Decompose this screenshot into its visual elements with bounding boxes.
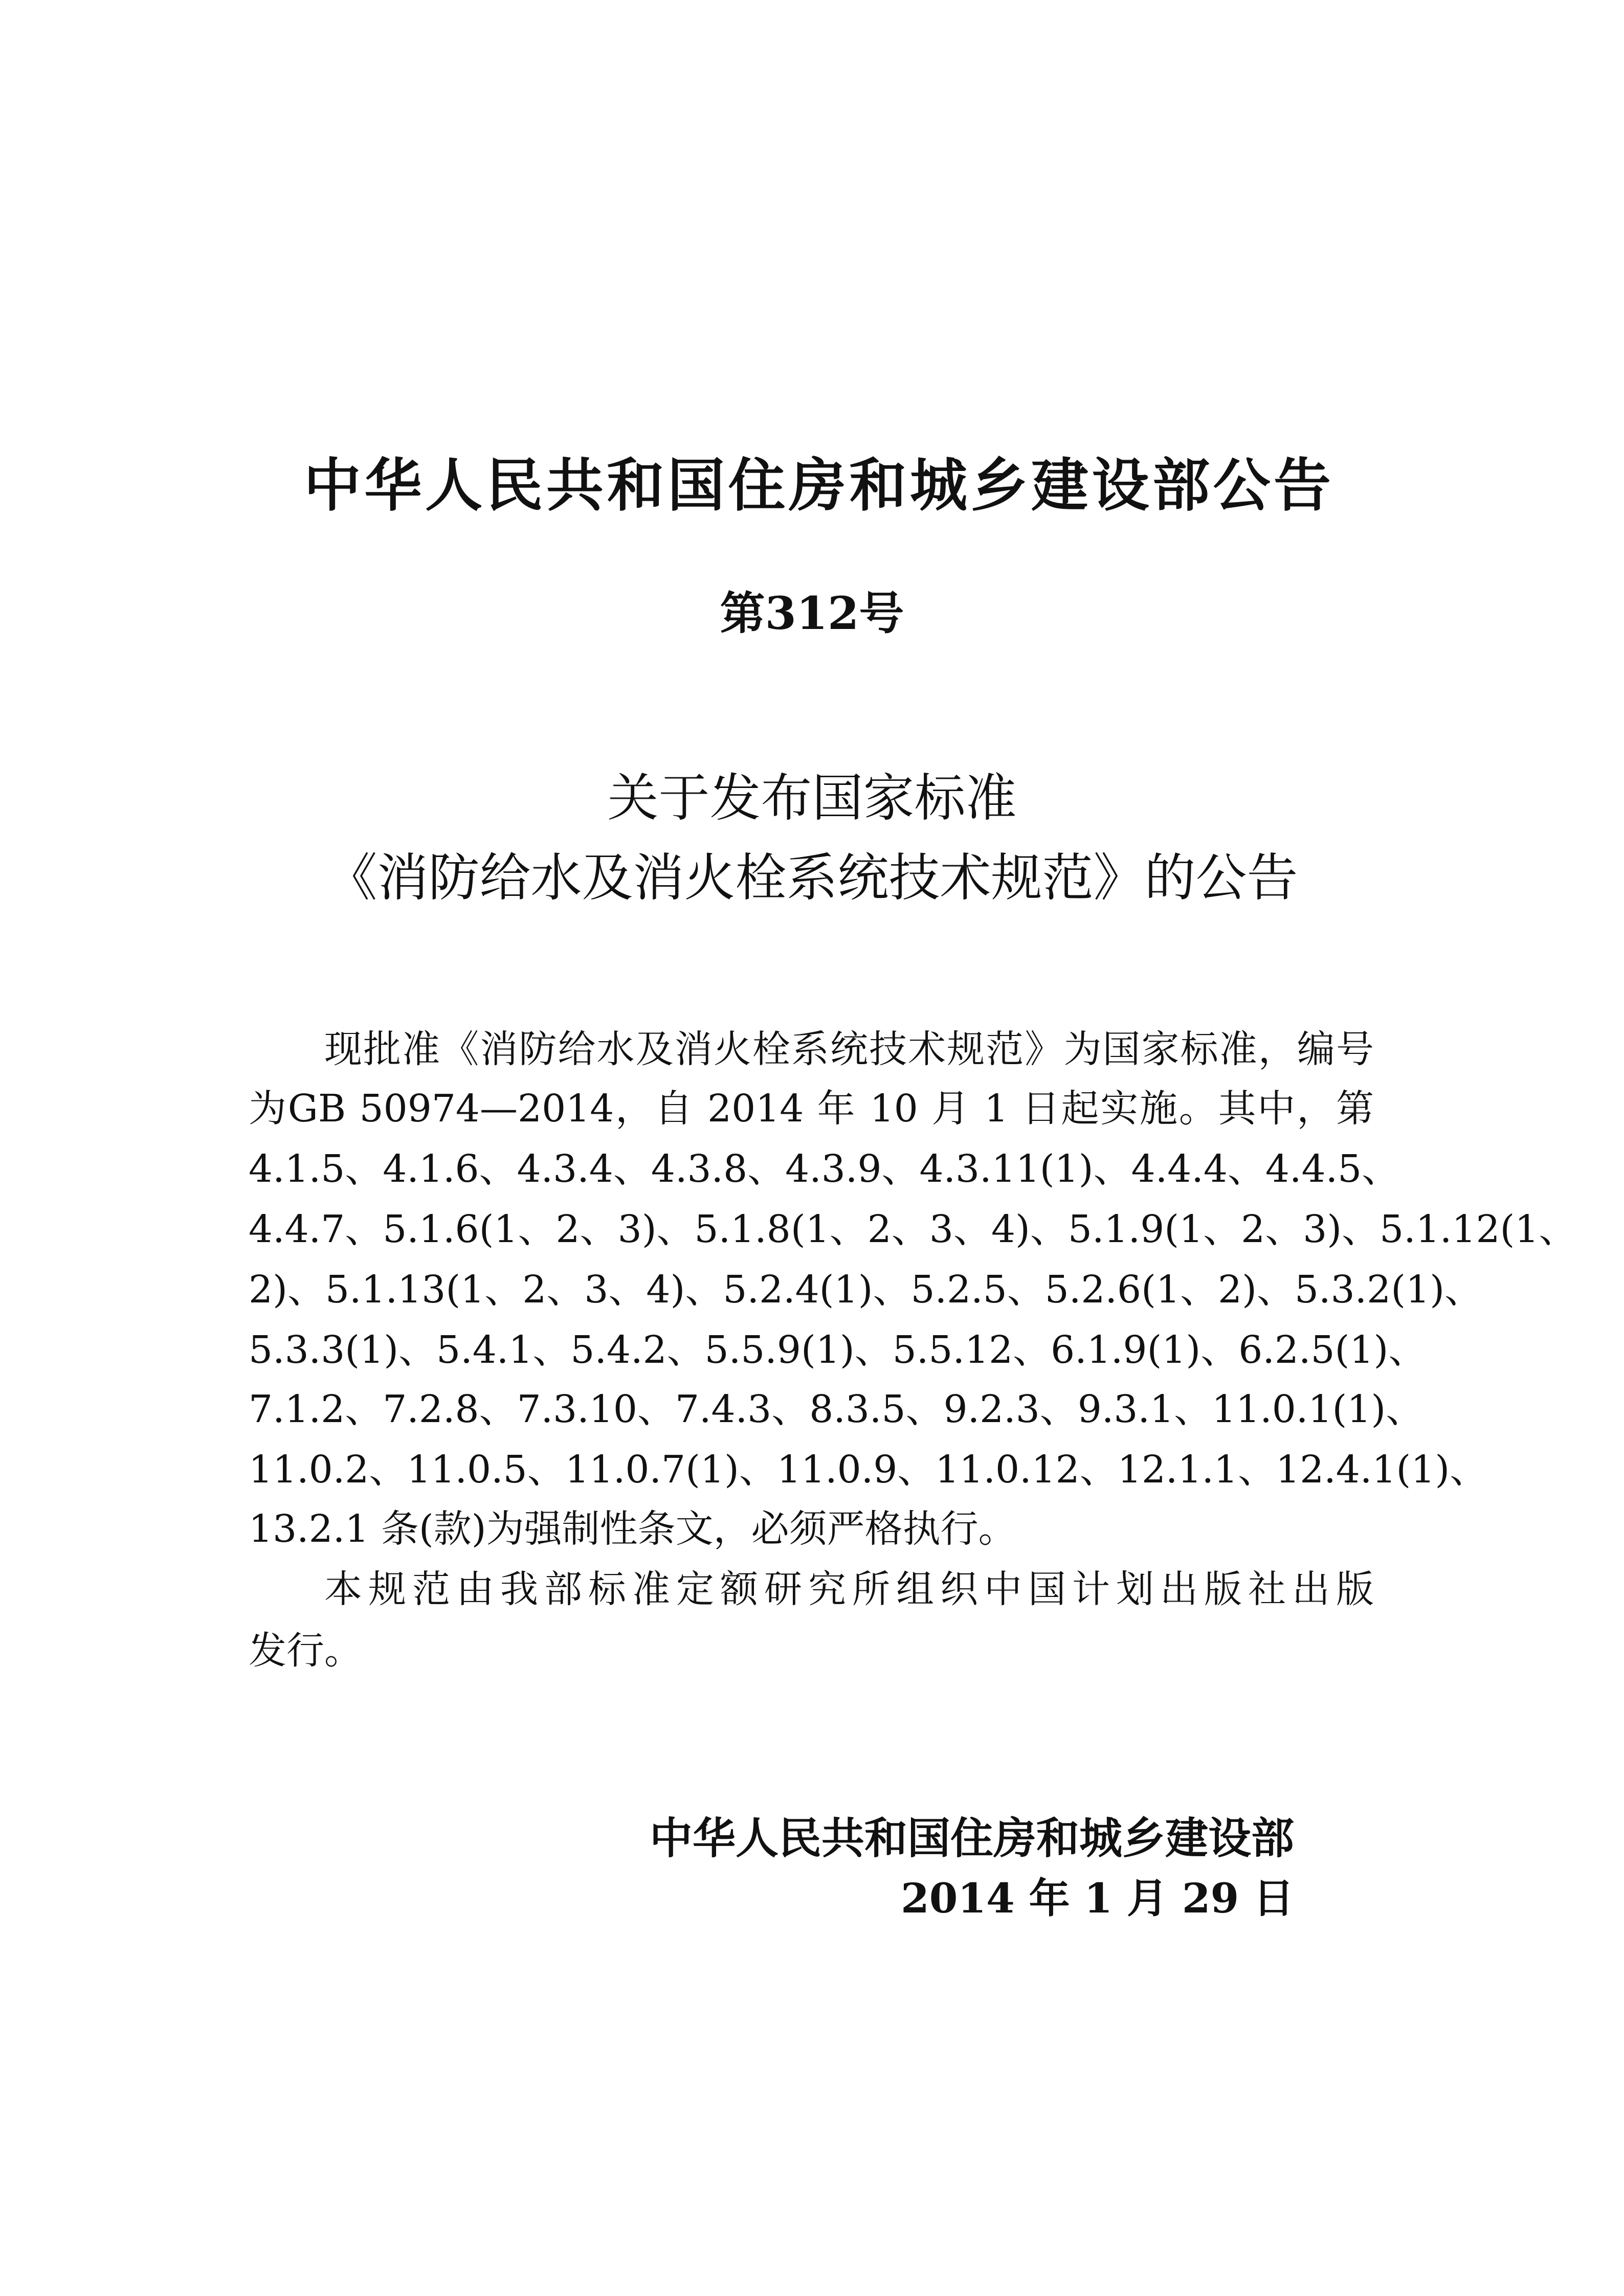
body-line: 11.0.2、11.0.5、11.0.7(1)、11.0.9、11.0.12、12.1.1、12.4.1(1)、 xyxy=(249,1448,1488,1492)
body-line: 发行。 xyxy=(249,1629,362,1673)
body-line: 本规范由我部标准定额研究所组织中国计划出版社出版 xyxy=(324,1567,1374,1611)
body-line: 2)、5.1.13(1、2、3、4)、5.2.4(1)、5.2.5、5.2.6(1、2)、5.3.2(1)、 xyxy=(249,1268,1483,1312)
body-line: 现批准《消防给水及消火栓系统技术规范》为国家标准，编号 xyxy=(324,1027,1374,1071)
body-line: 4.4.7、5.1.6(1、2、3)、5.1.8(1、2、3、4)、5.1.9(1、2、3)、5.1.12(1、 xyxy=(249,1207,1577,1251)
body-line: 4.1.5、4.1.6、4.3.4、4.3.8、4.3.9、4.3.11(1)、4.4.4、4.4.5、 xyxy=(249,1147,1400,1191)
body-line: 5.3.3(1)、5.4.1、5.4.2、5.5.9(1)、5.5.12、6.1.9(1)、6.2.5(1)、 xyxy=(249,1328,1427,1372)
issue-date: 2014 年 1 月 29 日 xyxy=(901,1874,1294,1922)
body-line: 7.1.2、7.2.8、7.3.10、7.4.3、8.3.5、9.2.3、9.3.1、11.0.1(1)、 xyxy=(249,1387,1424,1431)
subtitle-line-1: 关于发布国家标准 xyxy=(607,768,1017,828)
page-title: 中华人民共和国住房和城乡建设部公告 xyxy=(304,453,1332,519)
announcement-number: 第312号 xyxy=(720,587,904,640)
subtitle-line-2: 《消防给水及消火栓系统技术规范》的公告 xyxy=(326,848,1298,908)
issuer-signature: 中华人民共和国住房和城乡建设部 xyxy=(649,1813,1294,1863)
body-line: 为GB 50974—2014，自 2014 年 10 月 1 日起实施。其中，第 xyxy=(249,1087,1374,1131)
body-line: 13.2.1 条(款)为强制性条文，必须严格执行。 xyxy=(249,1507,1016,1551)
